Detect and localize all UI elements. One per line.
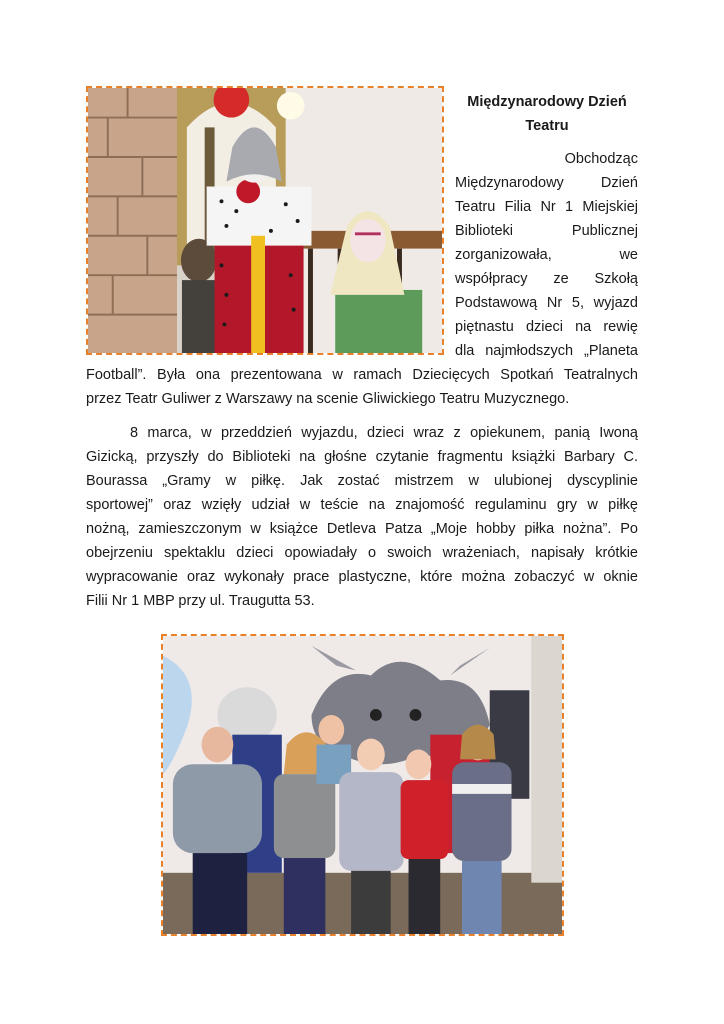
title-line: Teatru — [525, 118, 569, 134]
paragraph-line: Football”. Była ona prezentowana w ramach Dziecięcych Spotkań Teatralnych — [86, 367, 638, 383]
paragraph-line: nożną, zamieszczonym w książce Detleva Patza „Moje hobby piłka nożna”. Po — [86, 521, 638, 537]
paragraph-line: Filii Nr 1 MBP przy ul. Traugutta 53. — [86, 593, 315, 609]
paragraph-line: dla najmłodszych „Planeta — [455, 343, 638, 359]
theatre-puppets-photo — [86, 86, 444, 355]
title-line: Międzynarodowy Dzień — [467, 94, 627, 110]
paragraph-line: Bourassa „Gramy w piłkę. Jak zostać mistrzem w ulubionej dyscyplinie — [86, 473, 638, 489]
paragraph-line: Podstawową Nr 5, wyjazd — [455, 295, 638, 311]
paragraph-line: obejrzeniu spektaklu dzieci opowiadały o swoich wrażeniach, napisały krótkie — [86, 545, 638, 561]
paragraph-line: 8 marca, w przeddzień wyjazdu, dzieci wraz z opiekunem, panią Iwoną — [130, 425, 638, 441]
paragraph-line: zorganizowała, we — [455, 247, 638, 263]
paragraph-line: Międzynarodowy Dzień — [455, 175, 638, 191]
paragraph-line: piętnastu dzieci na rewię — [455, 319, 638, 335]
paragraph-line: Obchodząc — [564, 151, 638, 167]
paragraph-line: współpracy ze Szkołą — [455, 271, 638, 287]
paragraph-line: Teatru Filia Nr 1 Miejskiej — [455, 199, 638, 215]
paragraph-line: sportowej” oraz wzięły udział w teście na znajomość regulaminu gry w piłkę — [86, 497, 638, 513]
paragraph-line: przez Teatr Guliwer z Warszawy na scenie Gliwickiego Teatru Muzycznego. — [86, 391, 570, 407]
children-group-photo — [161, 634, 564, 936]
paragraph-line: Gizicką, przyszły do Biblioteki na głośne czytanie fragmentu książki Barbary C. — [86, 449, 638, 465]
paragraph-line: Biblioteki Publicznej — [455, 223, 638, 239]
paragraph-line: wypracowanie oraz wykonały prace plastyczne, które można zobaczyć w oknie — [86, 569, 638, 585]
article-title — [448, 90, 646, 138]
